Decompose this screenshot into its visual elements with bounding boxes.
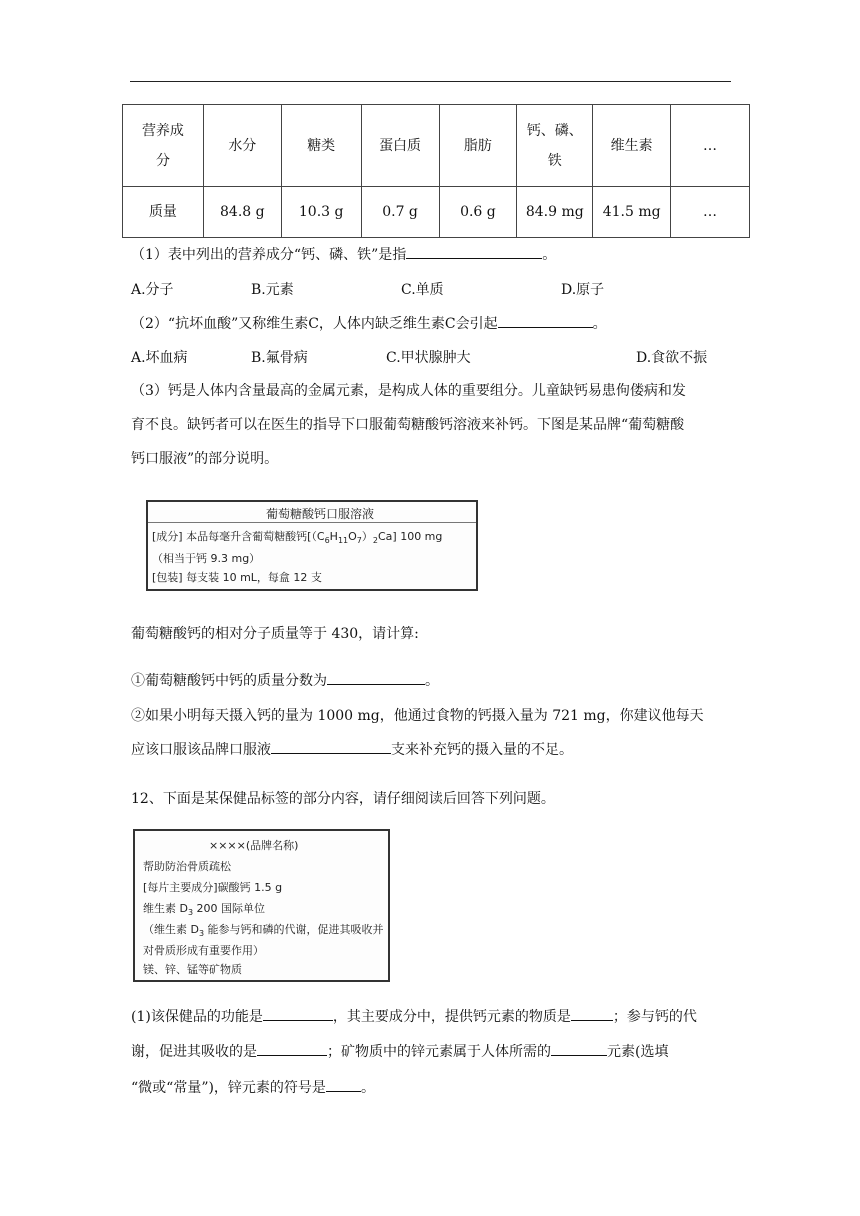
option-b: B.氟骨病 <box>251 350 308 366</box>
question-12-1-line-3 <box>131 1077 375 1097</box>
subscript: 7 <box>356 536 362 546</box>
table-cell: 84.8 g <box>203 187 281 238</box>
question-3-line: 育不良。缺钙者可以在医生的指导下口服葡萄糖酸钙溶液来补钙。下图是某品牌“葡萄糖酸 <box>131 417 685 433</box>
label-line: 对骨质形成有重要作用） <box>143 944 264 957</box>
question-text: ，其主要成分中，提供钙元素的物质是 <box>332 1009 571 1025</box>
supplement-label-image <box>133 829 390 982</box>
calc-2-line-2 <box>131 739 573 759</box>
label-text: 维生素 D <box>143 902 188 915</box>
cell-text: 钙、磷、铁 <box>526 122 583 169</box>
subscript: 3 <box>198 929 205 939</box>
label-text: 能参与钙和磷的代谢，促进其吸收并 <box>204 923 384 936</box>
nutrition-table <box>122 104 750 238</box>
table-cell: 水分 <box>203 105 281 187</box>
table-cell: 10.3 g <box>281 187 361 238</box>
question-text: （2）“抗坏血酸”又称维生素C，人体内缺乏维生素C会引起 <box>131 316 498 332</box>
subscript: 6 <box>324 536 330 546</box>
option-d: D.原子 <box>561 282 605 298</box>
subscript: 2 <box>372 536 378 546</box>
label-text: Ca] 100 mg <box>377 530 443 543</box>
question-text: 谢，促进其吸收的是 <box>131 1044 257 1060</box>
question-12: 12、下面是某保健品标签的部分内容，请仔细阅读后回答下列问题。 <box>131 791 555 807</box>
question-2 <box>131 313 607 333</box>
question-text: (1)该保健品的功能是 <box>131 1009 263 1025</box>
table-cell <box>517 105 593 187</box>
option-b: B.元素 <box>251 282 294 298</box>
header-rule <box>130 81 731 82</box>
question-12-1-line-1 <box>131 1006 697 1026</box>
label-line <box>143 900 265 917</box>
subscript: 11 <box>337 536 349 546</box>
subscript: 3 <box>187 908 194 918</box>
label-packaging: [包装] 每支装 10 mL，每盒 12 支 <box>152 571 322 584</box>
table-cell: 0.7 g <box>361 187 439 238</box>
table-cell: 84.9 mg <box>517 187 593 238</box>
table-cell: 糖类 <box>281 105 361 187</box>
option-a: A.坏血病 <box>131 350 188 366</box>
label-line <box>143 921 384 938</box>
question-3-line: （3）钙是人体内含量最高的金属元素，是构成人体的重要组分。儿童缺钙易患佝偻病和发 <box>131 383 686 399</box>
answer-blank[interactable] <box>406 244 542 259</box>
question-3-line: 钙口服液”的部分说明。 <box>131 451 279 467</box>
option-c: C.甲状腺肿大 <box>386 350 471 366</box>
question-text: “微或“常量”)，锌元素的符号是 <box>131 1080 326 1096</box>
label-line: 镁、锌、锰等矿物质 <box>143 963 242 976</box>
table-cell: 维生素 <box>593 105 671 187</box>
calc-1 <box>131 670 439 690</box>
table-cell: 蛋白质 <box>361 105 439 187</box>
calc-2-line-1: ②如果小明每天摄入钙的量为 1000 mg，他通过食物的钙摄入量为 721 mg，你建议他每天 <box>131 708 704 724</box>
question-text: 应该口服该品牌口服液 <box>131 742 271 758</box>
answer-blank[interactable] <box>571 1006 613 1021</box>
question-end: 。 <box>542 247 557 263</box>
table-cell: … <box>671 187 750 238</box>
question-end: 。 <box>592 316 607 332</box>
table-row <box>123 187 750 238</box>
answer-blank[interactable] <box>257 1041 327 1056</box>
question-text: 支来补充钙的摄入量的不足。 <box>391 742 573 758</box>
table-cell: … <box>671 105 750 187</box>
table-cell: 41.5 mg <box>593 187 671 238</box>
answer-blank[interactable] <box>327 670 425 685</box>
question-text: ；矿物质中的锌元素属于人体所需的 <box>327 1044 551 1060</box>
option-d: D.食欲不振 <box>636 350 708 366</box>
mass-statement: 葡萄糖酸钙的相对分子质量等于 430，请计算: <box>131 626 419 642</box>
option-c: C.单质 <box>401 282 444 298</box>
answer-blank[interactable] <box>263 1006 333 1021</box>
question-12-1-line-2 <box>131 1041 668 1061</box>
option-a: A.分子 <box>131 282 174 298</box>
label-text: H <box>329 530 338 543</box>
question-text: ；参与钙的代 <box>612 1009 697 1025</box>
answer-blank[interactable] <box>271 739 391 754</box>
label-title: ××××(品牌名称) <box>209 839 299 852</box>
label-divider <box>148 522 476 523</box>
cell-text: 营养成分 <box>141 122 184 169</box>
label-line: 帮助防治骨质疏松 <box>143 860 231 873</box>
label-title: 葡萄糖酸钙口服溶液 <box>266 507 375 521</box>
question-end: 。 <box>360 1080 375 1096</box>
label-text: O <box>348 530 357 543</box>
answer-blank[interactable] <box>498 313 593 328</box>
table-cell <box>123 105 204 187</box>
label-text: 200 国际单位 <box>193 902 266 915</box>
table-cell: 脂肪 <box>439 105 517 187</box>
calcium-label-image <box>146 500 478 591</box>
question-text: 元素(选填 <box>607 1044 669 1060</box>
label-text: [成分] 本品每毫升含葡萄糖酸钙[（C <box>152 530 325 543</box>
answer-blank[interactable] <box>326 1077 361 1092</box>
question-text: ①葡萄糖酸钙中钙的质量分数为 <box>131 673 327 689</box>
question-text: （1）表中列出的营养成分“钙、磷、铁”是指 <box>131 247 407 263</box>
question-1 <box>131 244 556 264</box>
question-end: 。 <box>425 673 439 689</box>
answer-blank[interactable] <box>551 1041 607 1056</box>
table-cell: 质量 <box>123 187 204 238</box>
label-text: （维生素 D <box>143 923 199 936</box>
table-row <box>123 105 750 187</box>
table-cell: 0.6 g <box>439 187 517 238</box>
label-text: ） <box>361 530 373 543</box>
label-equivalent: （相当于钙 9.3 mg） <box>152 552 261 565</box>
label-line: [每片主要成分]碳酸钙 1.5 g <box>143 881 283 894</box>
label-ingredients <box>152 528 442 545</box>
